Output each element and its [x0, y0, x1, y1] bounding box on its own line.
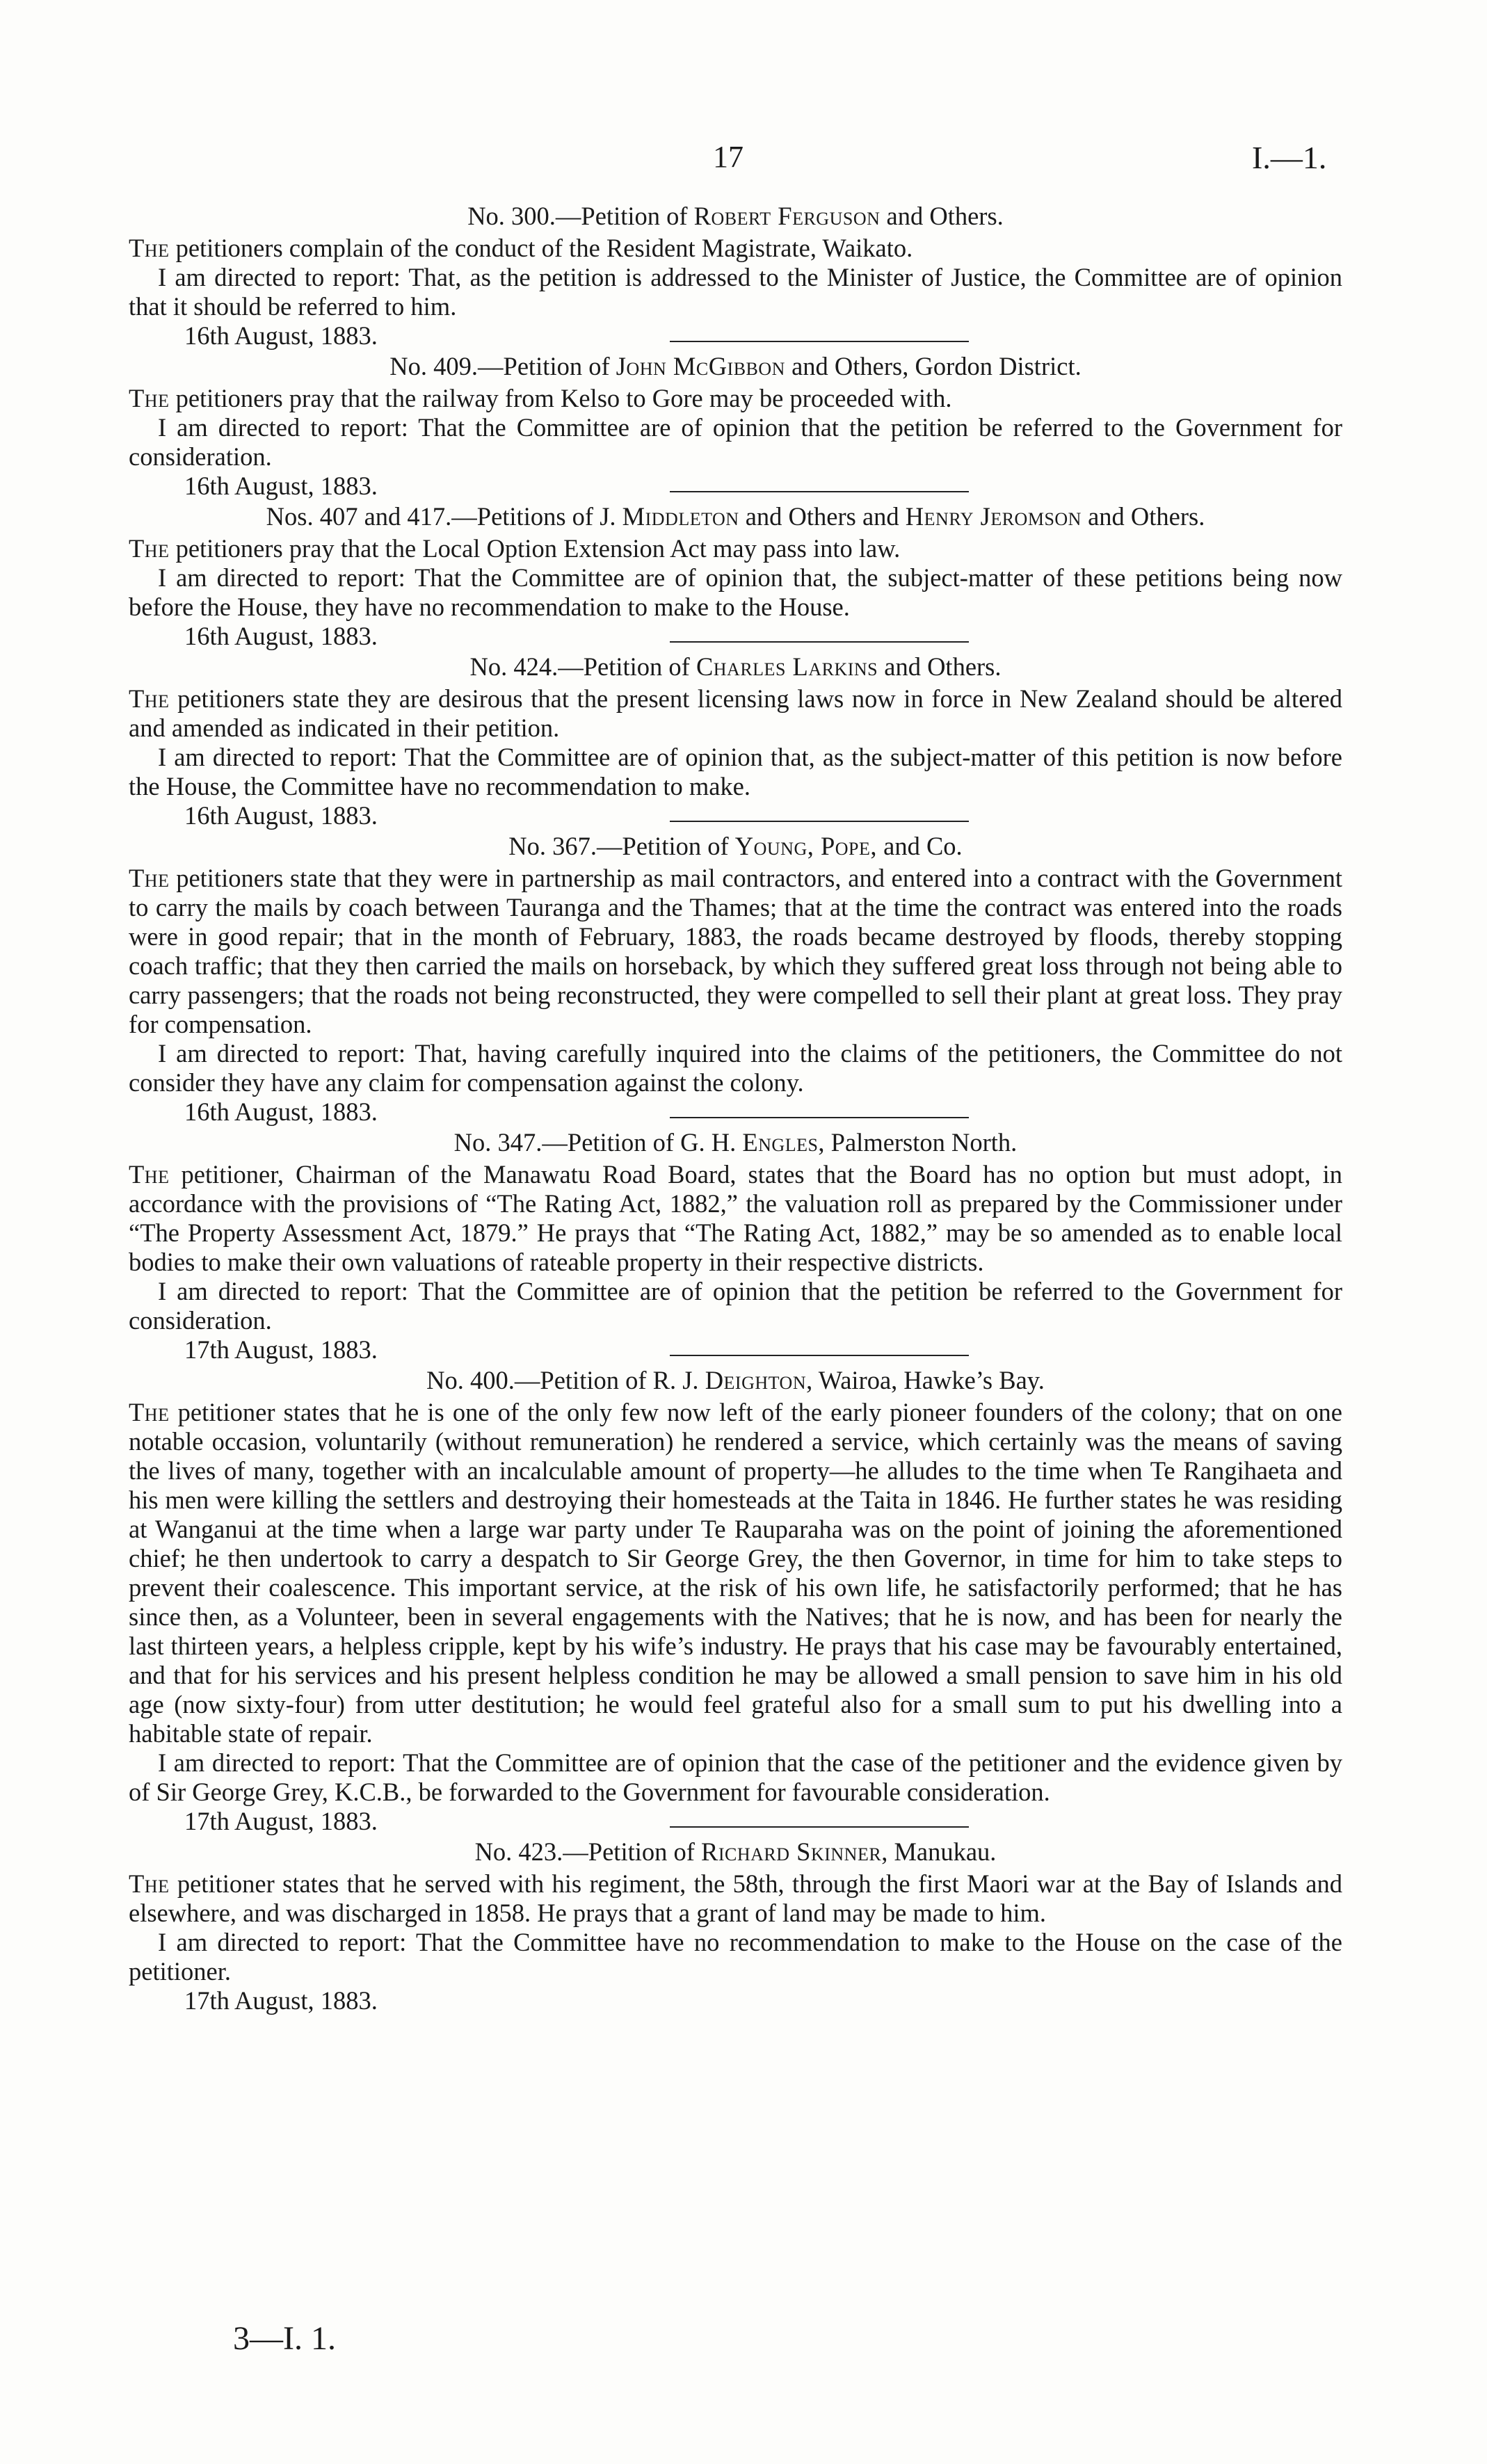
report-date: 16th August, 1883.	[184, 472, 378, 500]
petition-body	[129, 684, 1342, 743]
report-date: 17th August, 1883.	[184, 1986, 378, 2015]
petition-title	[129, 352, 1342, 381]
petition-title	[129, 202, 1342, 231]
committee-report: I am directed to report: That the Committee are of opinion that, as the subject-matter of this petition is now before the House, the Committee have no recommendation to make.	[129, 743, 1342, 800]
petition-title-suffix: and Others, Gordon District.	[785, 352, 1082, 380]
petitioner-name: Middleton	[622, 502, 739, 531]
petition-entry	[129, 202, 1342, 350]
body-text: petitioners pray that the Local Option Extension Act may pass into law.	[169, 534, 901, 563]
petitioner-name: Richard Skinner	[701, 1837, 882, 1866]
report-date: 17th August, 1883.	[184, 1335, 378, 1364]
body-text: petitioners pray that the railway from Kelso to Gore may be proceeded with.	[169, 384, 952, 412]
committee-report: I am directed to report: That, as the petition is addressed to the Minister of Justice, the Committee are of opinion that it should be referred to him.	[129, 263, 1342, 321]
body-text: petitioner, Chairman of the Manawatu Road Board, states that the Board has no option but must adopt, in accordance with the provisions of “The Rating Act, 1882,” the valuation roll as prepared by the Commissioner under “The Property Assessment Act, 1879.” He prays that “The Rating Act, 1882,” may be so amended as to enable local bodies to make their own valuations of rateable property in their respective districts.	[129, 1160, 1342, 1276]
petition-title	[129, 832, 1342, 861]
committee-report: I am directed to report: That, having carefully inquired into the claims of the petitioners, the Committee do not consider they have any claim for compensation against the colony.	[129, 1039, 1342, 1097]
report-date: 16th August, 1883.	[184, 321, 378, 350]
petition-title	[129, 1128, 1342, 1157]
committee-report: I am directed to report: That the Committee are of opinion that the petition be referred to the Government for consideration.	[129, 413, 1342, 471]
petition-title-suffix: and Co.	[877, 832, 963, 860]
petition-title	[129, 652, 1342, 682]
body-text: petitioners complain of the conduct of the Resident Magistrate, Waikato.	[169, 234, 913, 262]
petitioner-name: Young, Pope,	[734, 832, 878, 860]
body-lead: The	[129, 684, 170, 713]
body-lead: The	[129, 1160, 170, 1189]
petition-number: No. 400.—Petition of R. J.	[426, 1366, 705, 1394]
petition-title	[129, 1366, 1342, 1395]
petitioner-name: Robert Ferguson	[693, 202, 881, 230]
petition-title	[129, 502, 1342, 531]
petition-body	[129, 1398, 1342, 1748]
petition-number: No. 367.—Petition of	[508, 832, 735, 860]
petition-entry	[129, 502, 1342, 650]
section-divider	[670, 821, 969, 822]
petition-number: No. 424.—Petition of	[469, 652, 696, 681]
petition-entry	[129, 832, 1342, 1126]
petition-entry	[129, 352, 1342, 500]
page-number: 17	[713, 140, 744, 174]
petitioner-name: Deighton	[705, 1366, 807, 1394]
report-date: 16th August, 1883.	[184, 622, 378, 650]
petition-title-suffix: , Wairoa, Hawke’s Bay.	[806, 1366, 1045, 1394]
petitions-list	[129, 202, 1342, 2015]
committee-report: I am directed to report: That the Committee are of opinion that, the subject-matter of these petitions being now before the House, they have no recommendation to make to the House.	[129, 563, 1342, 621]
body-lead: The	[129, 534, 170, 563]
body-text: petitioners state they are desirous that the present licensing laws now in force in New Zealand should be altered and amended as indicated in their petition.	[129, 684, 1342, 742]
petition-entry	[129, 652, 1342, 830]
section-divider	[670, 1826, 969, 1828]
petitioner-name: John McGibbon	[616, 352, 785, 380]
petition-entry	[129, 1366, 1342, 1835]
petition-number: Nos. 407 and 417.—Petitions of J.	[266, 502, 622, 531]
petition-body	[129, 864, 1342, 1039]
committee-report: I am directed to report: That the Committee have no recommendation to make to the House on the case of the petitioner.	[129, 1928, 1342, 1986]
petition-body	[129, 1869, 1342, 1928]
petition-title-suffix: and Others.	[1081, 502, 1205, 531]
petition-entry	[129, 1837, 1342, 2015]
petition-body	[129, 1160, 1342, 1277]
committee-report: I am directed to report: That the Committee are of opinion that the case of the petitioner and the evidence given by of Sir George Grey, K.C.B., be forwarded to the Government for favourable consideration.	[129, 1748, 1342, 1806]
body-text: petitioner states that he is one of the only few now left of the early pioneer founders of the colony; that on one notable occasion, voluntarily (without remuneration) he rendered a service, which certainly was the means of saving the lives of many, together with an incalculable amount of property—he alludes to the time when Te Rangihaeta and his men were killing the settlers and destroying their homesteads at the Taita in 1846. He further states he was residing at Wanganui at the time when a large war party under Te Rauparaha was on the point of joining the aforementioned chief; he then undertook to carry a despatch to Sir George Grey, the then Governor, in time for him to take steps to prevent their coalescence. This important service, at the risk of his own life, he satisfactorily performed; that he has since then, as a Volunteer, been in several engagements with the Natives; that he is now, and has been for nearly the last thirteen years, a helpless cripple, kept by his wife’s industry. He prays that his case may be favourably entertained, and that for his services and his present helpless condition he may be allowed a small pension to save him in his old age (now sixty-four) from utter destitution; he would feel grateful also for a small sum to put his dwelling into a habitable state of repair.	[129, 1398, 1342, 1748]
body-lead: The	[129, 1869, 170, 1898]
section-divider	[670, 1355, 969, 1356]
petition-title-suffix: , Palmerston North.	[818, 1128, 1018, 1157]
body-lead: The	[129, 384, 170, 412]
petition-title-middle: and Others and	[739, 502, 906, 531]
petition-body	[129, 234, 1342, 263]
body-lead: The	[129, 1398, 170, 1426]
committee-report: I am directed to report: That the Committee are of opinion that the petition be referred to the Government for consideration.	[129, 1277, 1342, 1335]
section-divider	[670, 1117, 969, 1118]
petition-body	[129, 534, 1342, 563]
petition-number: No. 300.—Petition of	[467, 202, 694, 230]
petition-number: No. 409.—Petition of	[389, 352, 616, 380]
printer-signature: 3—I. 1.	[233, 2320, 336, 2357]
petition-title-suffix: , Manukau.	[881, 1837, 997, 1866]
petition-number: No. 347.—Petition of G. H.	[453, 1128, 743, 1157]
document-reference: I.—1.	[1252, 140, 1327, 175]
report-date: 16th August, 1883.	[184, 801, 378, 830]
section-divider	[670, 491, 969, 492]
section-divider	[670, 641, 969, 643]
report-date: 17th August, 1883.	[184, 1807, 378, 1835]
report-date: 16th August, 1883.	[184, 1097, 378, 1126]
body-lead: The	[129, 234, 170, 262]
petition-body	[129, 384, 1342, 413]
petition-title	[129, 1837, 1342, 1867]
petition-entry	[129, 1128, 1342, 1364]
section-divider	[670, 341, 969, 342]
body-text: petitioners state that they were in partnership as mail contractors, and entered into a contract with the Government to carry the mails by coach between Tauranga and the Thames; that at the time the contract was entered into the roads were in good repair; that in the month of February, 1883, the roads became destroyed by floods, thereby stopping coach traffic; that they then carried the mails on horseback, by which they suffered great loss through not being able to carry passengers; that the roads not being reconstructed, they were compelled to sell their plant at great loss. They pray for compensation.	[129, 864, 1342, 1038]
petitioner-name: Charles Larkins	[696, 652, 878, 681]
petition-title-suffix: and Others.	[880, 202, 1004, 230]
petition-number: No. 423.—Petition of	[474, 1837, 702, 1866]
body-lead: The	[129, 864, 170, 892]
petitioner-name-second: Henry Jeromson	[905, 502, 1082, 531]
petitioner-name: Engles	[742, 1128, 819, 1157]
body-text: petitioner states that he served with his regiment, the 58th, through the first Maori war at the Bay of Islands and elsewhere, and was discharged in 1858. He prays that a grant of land may be made to him.	[129, 1869, 1342, 1927]
petition-title-suffix: and Others.	[878, 652, 1002, 681]
